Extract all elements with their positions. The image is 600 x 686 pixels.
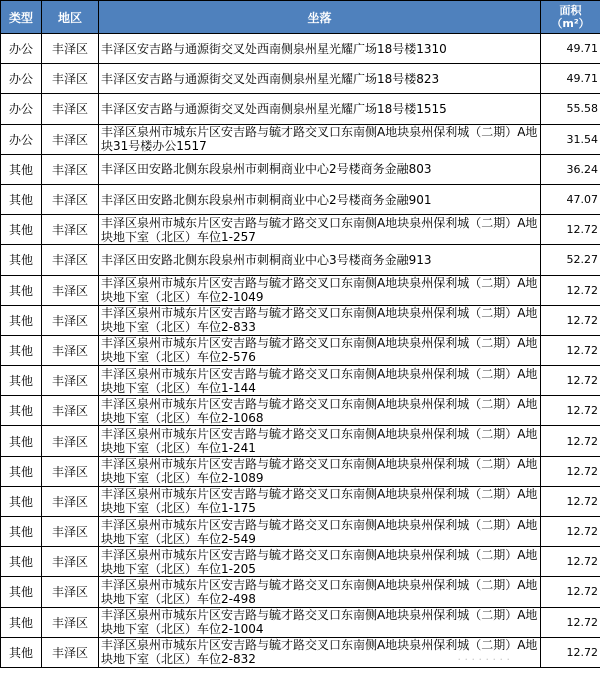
row-size-cell: 12.72 — [541, 275, 600, 305]
table-row — [1, 154, 600, 184]
row-area-cell: 丰泽区 — [42, 184, 99, 214]
table-row — [1, 305, 600, 335]
table-row — [1, 184, 600, 214]
row-area-cell: 丰泽区 — [42, 366, 99, 396]
row-location-cell: 丰泽区泉州市城东片区安吉路与毓才路交叉口东南侧A地块泉州保利城（二期）A地块31号楼办公1517 — [99, 124, 541, 154]
row-location-cell: 丰泽区泉州市城东片区安吉路与毓才路交叉口东南侧A地块泉州保利城（二期）A地块地下室（北区）车位1-241 — [99, 426, 541, 456]
row-size-cell: 12.72 — [541, 577, 600, 607]
row-type-cell: 其他 — [1, 456, 42, 486]
row-type-cell: 其他 — [1, 154, 42, 184]
row-size-cell: 12.72 — [541, 396, 600, 426]
row-type-cell: 办公 — [1, 94, 42, 124]
table-row — [1, 366, 600, 396]
row-type-cell: 办公 — [1, 34, 42, 64]
row-location-cell: 丰泽区泉州市城东片区安吉路与毓才路交叉口东南侧A地块泉州保利城（二期）A地块地下室（北区）车位2-1004 — [99, 607, 541, 637]
row-type-cell: 其他 — [1, 396, 42, 426]
row-location-cell: 丰泽区泉州市城东片区安吉路与毓才路交叉口东南侧A地块泉州保利城（二期）A地块地下室（北区）车位1-257 — [99, 215, 541, 245]
table-row — [1, 215, 600, 245]
table-row — [1, 94, 600, 124]
row-size-cell: 12.72 — [541, 456, 600, 486]
table-row — [1, 486, 600, 516]
row-area-cell: 丰泽区 — [42, 456, 99, 486]
row-size-cell: 52.27 — [541, 245, 600, 275]
row-size-cell: 55.58 — [541, 94, 600, 124]
row-location-cell: 丰泽区泉州市城东片区安吉路与毓才路交叉口东南侧A地块泉州保利城（二期）A地块地下室（北区）车位2-498 — [99, 577, 541, 607]
header-area: 地区 — [42, 1, 99, 34]
row-size-cell: 12.72 — [541, 366, 600, 396]
row-type-cell: 其他 — [1, 275, 42, 305]
row-location-cell: 丰泽区安吉路与通源街交叉处西南侧泉州星光耀广场18号楼823 — [99, 64, 541, 94]
row-size-cell: 12.72 — [541, 637, 600, 667]
row-size-cell: 12.72 — [541, 426, 600, 456]
table-row — [1, 456, 600, 486]
row-type-cell: 其他 — [1, 366, 42, 396]
row-area-cell: 丰泽区 — [42, 154, 99, 184]
row-location-cell: 丰泽区泉州市城东片区安吉路与毓才路交叉口东南侧A地块泉州保利城（二期）A地块地下室（北区）车位2-1089 — [99, 456, 541, 486]
row-size-cell: 12.72 — [541, 305, 600, 335]
row-type-cell: 办公 — [1, 124, 42, 154]
row-location-cell: 丰泽区泉州市城东片区安吉路与毓才路交叉口东南侧A地块泉州保利城（二期）A地块地下室（北区）车位1-144 — [99, 366, 541, 396]
row-location-cell: 丰泽区泉州市城东片区安吉路与毓才路交叉口东南侧A地块泉州保利城（二期）A地块地下室（北区）车位2-1049 — [99, 275, 541, 305]
row-type-cell: 其他 — [1, 486, 42, 516]
row-type-cell: 其他 — [1, 215, 42, 245]
row-location-cell: 丰泽区泉州市城东片区安吉路与毓才路交叉口东南侧A地块泉州保利城（二期）A地块地下室（北区）车位2-832 — [99, 637, 541, 667]
row-area-cell: 丰泽区 — [42, 607, 99, 637]
row-size-cell: 36.24 — [541, 154, 600, 184]
table-row — [1, 607, 600, 637]
table-row — [1, 426, 600, 456]
row-area-cell: 丰泽区 — [42, 637, 99, 667]
row-area-cell: 丰泽区 — [42, 517, 99, 547]
header-size — [541, 1, 600, 34]
row-area-cell: 丰泽区 — [42, 335, 99, 365]
row-size-cell: 12.72 — [541, 486, 600, 516]
row-size-cell: 31.54 — [541, 124, 600, 154]
row-location-cell: 丰泽区泉州市城东片区安吉路与毓才路交叉口东南侧A地块泉州保利城（二期）A地块地下室（北区）车位1-205 — [99, 547, 541, 577]
row-area-cell: 丰泽区 — [42, 396, 99, 426]
row-size-cell: 12.72 — [541, 547, 600, 577]
row-area-cell: 丰泽区 — [42, 34, 99, 64]
table-row — [1, 64, 600, 94]
row-type-cell: 其他 — [1, 607, 42, 637]
row-type-cell: 其他 — [1, 577, 42, 607]
row-type-cell: 其他 — [1, 305, 42, 335]
row-size-cell: 47.07 — [541, 184, 600, 214]
row-location-cell: 丰泽区安吉路与通源街交叉处西南侧泉州星光耀广场18号楼1515 — [99, 94, 541, 124]
row-area-cell: 丰泽区 — [42, 275, 99, 305]
row-location-cell: 丰泽区安吉路与通源街交叉处西南侧泉州星光耀广场18号楼1310 — [99, 34, 541, 64]
row-location-cell: 丰泽区田安路北侧东段泉州市刺桐商业中心2号楼商务金融901 — [99, 184, 541, 214]
row-area-cell: 丰泽区 — [42, 245, 99, 275]
table-row — [1, 396, 600, 426]
row-size-cell: 12.72 — [541, 607, 600, 637]
header-location: 坐落 — [99, 1, 541, 34]
row-location-cell: 丰泽区泉州市城东片区安吉路与毓才路交叉口东南侧A地块泉州保利城（二期）A地块地下室（北区）车位2-833 — [99, 305, 541, 335]
row-type-cell: 其他 — [1, 184, 42, 214]
row-location-cell: 丰泽区泉州市城东片区安吉路与毓才路交叉口东南侧A地块泉州保利城（二期）A地块地下室（北区）车位2-576 — [99, 335, 541, 365]
row-size-cell: 12.72 — [541, 215, 600, 245]
table-row — [1, 637, 600, 667]
row-location-cell: 丰泽区田安路北侧东段泉州市刺桐商业中心3号楼商务金融913 — [99, 245, 541, 275]
row-area-cell: 丰泽区 — [42, 547, 99, 577]
row-type-cell: 其他 — [1, 517, 42, 547]
table-row — [1, 34, 600, 64]
row-area-cell: 丰泽区 — [42, 486, 99, 516]
row-size-cell: 49.71 — [541, 34, 600, 64]
row-type-cell: 其他 — [1, 637, 42, 667]
row-size-cell: 49.71 — [541, 64, 600, 94]
row-size-cell: 12.72 — [541, 335, 600, 365]
row-type-cell: 其他 — [1, 547, 42, 577]
row-area-cell: 丰泽区 — [42, 215, 99, 245]
row-location-cell: 丰泽区泉州市城东片区安吉路与毓才路交叉口东南侧A地块泉州保利城（二期）A地块地下室（北区）车位2-1068 — [99, 396, 541, 426]
row-area-cell: 丰泽区 — [42, 94, 99, 124]
row-area-cell: 丰泽区 — [42, 305, 99, 335]
table-row — [1, 275, 600, 305]
row-area-cell: 丰泽区 — [42, 577, 99, 607]
row-type-cell: 办公 — [1, 64, 42, 94]
table-row — [1, 124, 600, 154]
row-type-cell: 其他 — [1, 335, 42, 365]
header-type: 类型 — [1, 1, 42, 34]
row-location-cell: 丰泽区泉州市城东片区安吉路与毓才路交叉口东南侧A地块泉州保利城（二期）A地块地下室（北区）车位1-175 — [99, 486, 541, 516]
table-row — [1, 577, 600, 607]
row-type-cell: 其他 — [1, 426, 42, 456]
table-header-row — [1, 1, 600, 34]
row-area-cell: 丰泽区 — [42, 64, 99, 94]
row-location-cell: 丰泽区泉州市城东片区安吉路与毓才路交叉口东南侧A地块泉州保利城（二期）A地块地下室（北区）车位2-549 — [99, 517, 541, 547]
row-type-cell: 其他 — [1, 245, 42, 275]
row-area-cell: 丰泽区 — [42, 426, 99, 456]
header-size-text: 面积 （m²） — [551, 4, 590, 30]
table-row — [1, 335, 600, 365]
row-area-cell: 丰泽区 — [42, 124, 99, 154]
watermark: · · · · · · · · — [457, 653, 510, 666]
row-size-cell: 12.72 — [541, 517, 600, 547]
table-row — [1, 245, 600, 275]
table-row — [1, 517, 600, 547]
table-row — [1, 547, 600, 577]
row-location-cell: 丰泽区田安路北侧东段泉州市刺桐商业中心2号楼商务金融803 — [99, 154, 541, 184]
